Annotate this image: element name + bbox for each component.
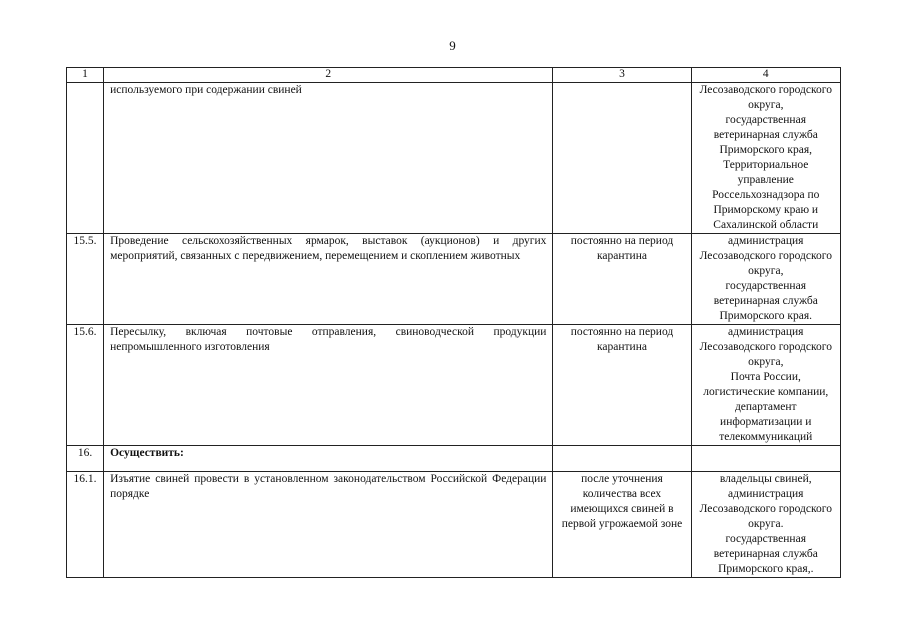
responsible-line: государственная [725, 280, 806, 292]
responsible-line: ветеринарная служба [713, 295, 818, 307]
responsible-line: Территориальное [723, 159, 809, 171]
responsible-line: Приморского края. [719, 310, 813, 322]
table-row [67, 472, 841, 578]
responsible-line: округа, [748, 99, 784, 111]
table-header-row [67, 68, 841, 83]
responsible-line: Приморского края,. [718, 563, 814, 575]
responsible-parties [691, 446, 840, 472]
responsible-line: Россельхознадзора по [712, 189, 820, 201]
responsible-line: ветеринарная служба [713, 548, 818, 560]
responsible-line: администрация [728, 488, 804, 500]
responsible-parties [691, 83, 840, 234]
responsible-line: Приморскому краю и [713, 204, 819, 216]
responsible-line: владельцы свиней, [719, 473, 812, 485]
responsible-line: Почта России, [730, 371, 801, 383]
responsible-line: государственная [725, 533, 806, 545]
measure-deadline: после уточнения количества всех имеющихся свиней в первой угрожаемой зоне [553, 472, 691, 578]
responsible-parties [691, 472, 840, 578]
measure-description: используемого при содержании свиней [104, 83, 553, 234]
page-number: 9 [449, 38, 456, 53]
measure-deadline [553, 446, 691, 472]
responsible-line: округа, [748, 356, 784, 368]
item-number [67, 83, 104, 234]
measure-deadline: постоянно на период карантина [553, 234, 691, 325]
responsible-line: Приморского края, [719, 144, 813, 156]
responsible-line: ветеринарная служба [713, 129, 818, 141]
responsible-line: Лесозаводского городского [699, 84, 832, 96]
header-col-2: 2 [104, 68, 553, 83]
responsible-line: администрация [728, 326, 804, 338]
responsible-line: Сахалинской области [713, 219, 819, 231]
table-row [67, 83, 841, 234]
measure-description: Изъятие свиней провести в установленном законодательством Российской Федерации порядке [104, 472, 553, 578]
responsible-parties [691, 234, 840, 325]
item-number: 15.5. [67, 234, 104, 325]
table-row [67, 446, 841, 472]
responsible-line: телекоммуникаций [719, 431, 813, 443]
responsible-line: государственная [725, 114, 806, 126]
item-number: 16. [67, 446, 104, 472]
responsible-line: департамент [734, 401, 797, 413]
responsible-line: округа. [748, 518, 784, 530]
responsible-line: округа, [748, 265, 784, 277]
table-row [67, 234, 841, 325]
measure-deadline [553, 83, 691, 234]
item-number: 16.1. [67, 472, 104, 578]
item-number: 15.6. [67, 325, 104, 446]
measure-description: Проведение сельскохозяйственных ярмарок, выставок (аукционов) и других мероприятий, связанных с передвижением, перемещением и скоплением животных [104, 234, 553, 325]
responsible-line: администрация [728, 235, 804, 247]
measure-description: Пересылку, включая почтовые отправления, свиноводческой продукции непромышленного изготовления [104, 325, 553, 446]
responsible-line: Лесозаводского городского [699, 341, 832, 353]
measures-table [66, 67, 841, 578]
responsible-line: информатизации и [720, 416, 812, 428]
header-col-1: 1 [67, 68, 104, 83]
header-col-4: 4 [691, 68, 840, 83]
measure-deadline: постоянно на период карантина [553, 325, 691, 446]
header-col-3: 3 [553, 68, 691, 83]
responsible-line: Лесозаводского городского [699, 503, 832, 515]
responsible-line: управление [737, 174, 794, 186]
responsible-parties [691, 325, 840, 446]
responsible-line: логистические компании, [703, 386, 829, 398]
responsible-line: Лесозаводского городского [699, 250, 832, 262]
table-row [67, 325, 841, 446]
section-heading: Осуществить: [104, 446, 553, 472]
